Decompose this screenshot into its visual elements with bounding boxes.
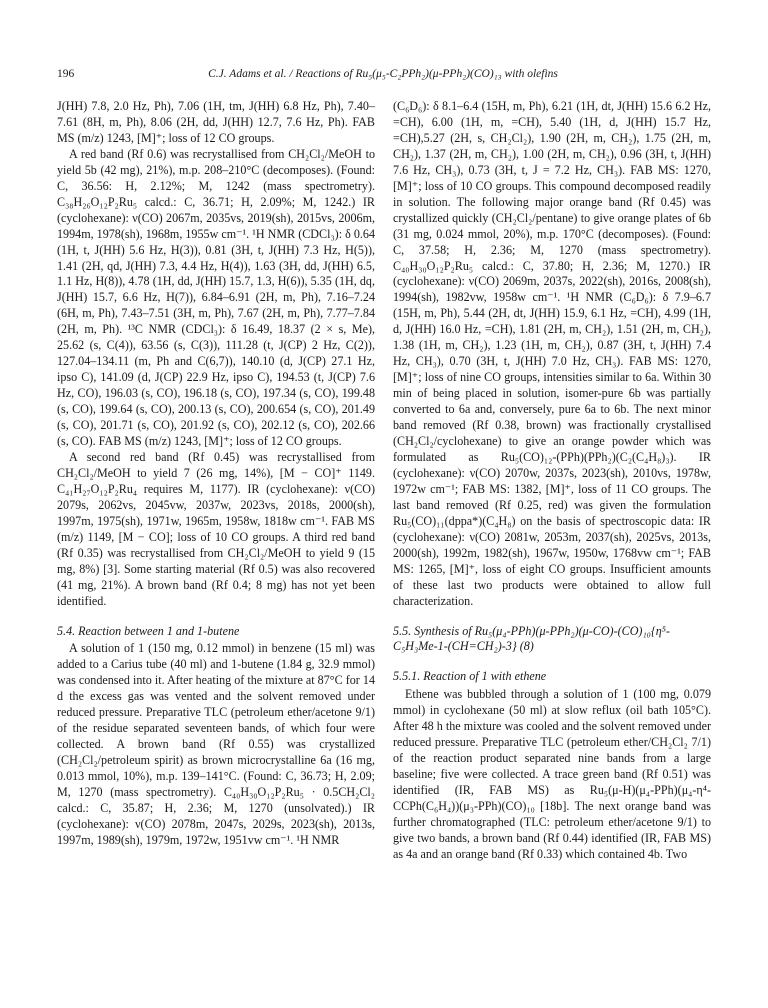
paragraph: J(HH) 7.8, 2.0 Hz, Ph), 7.06 (1H, tm, J(HH) 6.8 Hz, Ph), 7.40–7.61 (8H, m, Ph), 8.06 (2H, dd, J(HH) 12.7, 7.6 Hz, Ph). FAB MS (m/z) 1243, [M]⁺; loss of 12 CO groups.: [57, 99, 375, 145]
paragraph: A solution of 1 (150 mg, 0.12 mmol) in benzene (15 ml) was added to a Carius tube (40 ml) and 1-butene (1.84 g, 32.9 mmol) was condensed into it. After heating of the mixture at 87°C for 14 d the excess gas was vented and the solvent removed under reduced pressure. Preparative TLC (petroleum ether/acetone 9/1) of the residue separated seventeen bands, of which four were collected. A brown band (Rf 0.55) was crystallized (CH₂Cl₂/petroleum spirit) as brown microcrystalline 6a (16 mg, 0.013 mmol, 10%), m.p. 139–141°C. (Found: C, 36.73; H, 2.09; M, 1270 (mass spectrometry). C₄₀H₃₀O₁₂P₂Ru₅ · 0.5CH₂Cl₂ calcd.: C, 35.87; H, 2.36; M, 1270 (unsolvated).) IR (cyclohexane): ν(CO) 2078m, 2047s, 2029s, 2023(sh), 2013s, 1997m, 1989(sh), 1979m, 1972w, 1951vw cm⁻¹. ¹H NMR: [57, 641, 375, 847]
section-heading: 5.4. Reaction between 1 and 1-butene: [57, 623, 240, 638]
section-heading: 5.5. Synthesis of Ru₅(μ₄-PPh)(μ-PPh₂)(μ-CO)-(CO)₁₀{η⁵-C₅H₃Me-1-(CH=CH₂)-3} (8): [393, 623, 670, 654]
page-header: [57, 68, 709, 88]
paragraph: A second red band (Rf 0.45) was recrystallised from CH₂Cl₂/MeOH to yield 7 (26 mg, 14%), [M − CO]⁺ 1149. C₄₁H₂₇O₁₂P₂Ru₄ requires M, 1177). IR (cyclohexane): ν(CO) 2079s, 2062vs, 2045vw, 2037w, 2023vs, 2018s, 2000(sh), 1997m, 1975(sh), 1971w, 1965m, 1958w, 1818w cm⁻¹. FAB MS (m/z) 1149, [M − CO]; loss of 10 CO groups. A third red band (Rf 0.35) was recrystallised from CH₂Cl₂/MeOH to yield 9 (15 mg, 8%) [3]. Some starting material (Rf 0.5) was also recovered (41 mg, 21%). A brown band (Rf 0.4; 8 mg) has not yet been identified.: [57, 449, 375, 608]
paragraph: (C₆D₆): δ 8.1–6.4 (15H, m, Ph), 6.21 (1H, dt, J(HH) 15.6 6.2 Hz, =CH), 6.00 (1H, m, =CH), 5.40 (1H, d, J(HH) 15.7 Hz, =CH),5.27 (2H, s, CH₂Cl₂), 1.90 (2H, m, CH₂), 1.75 (2H, m, CH₂), 1.37 (2H, m, CH₂), 1.00 (2H, m, CH₂), 0.96 (3H, t, J(HH) 7.6 Hz, CH₃), 0.73 (3H, t, J = 7.2 Hz, CH₃). FAB MS: 1270, [M]⁺; loss of 10 CO groups. This compound decomposed readily in solution. The following major orange band (Rf 0.45) was crystallized quickly (CH₂Cl₂/pentane) to give orange plates of 6b (31 mg, 0.024 mmol, 20%), m.p. 170°C (decomposes). (Found: C, 37.58; H, 2.36; M, 1270 (mass spectrometry). C₄₀H₃₀O₁₂P₂Ru₅ calcd.: C, 37.80; H, 2.36; M, 1270.) IR (cyclohexane): ν(CO) 2069m, 2037s, 2022(sh), 2016s, 2008(sh), 1994(sh), 1982vw, 1958w cm⁻¹. ¹H NMR (C₆D₆): δ 7.9–6.7 (15H, m, Ph), 5.44 (2H, dt, J(HH) 15.9, 6.1 Hz, =CH), 4.99 (1H, d, J(HH) 16.0 Hz, =CH), 1.81 (2H, m, CH₂), 1.51 (2H, m, CH₂), 1.38 (1H, m, CH₂), 1.23 (1H, m, CH₂), 0.87 (3H, t, J(HH) 7.4 Hz, CH₃), 0.70 (3H, t, J(HH) 7.0 Hz, CH₃). FAB MS: 1270, [M]⁺; loss of nine CO groups, intensities similar to 6a. Within 30 min of being placed in solution, isomer-pure 6b was partially converted to 6a and, conversely, pure 6a to 6b. The next minor band removed (Rf 0.38, brown) was fractionally crystallised (CH₂Cl₂/cyclohexane) to give an orange powder which was formulated as Ru₅(CO)₁₂-(PPh)(PPh₂)(C₂(C₄H₈)₃). IR (cyclohexane): ν(CO) 2070w, 2037s, 2023(sh), 2010vs, 1978w, 1972w cm⁻¹; FAB MS: 1382, [M]⁺, loss of 11 CO groups. The last band removed (Rf 0.25, red) was given the formulation Ru₅(CO)₁₁(dppa*)(C₄H₈) on the basis of spectroscopic data: IR (cyclohexane): ν(CO) 2081w, 2053m, 2037(sh), 2025vs, 2013s, 2000(sh), 1992m, 1982(sh), 1967w, 1950w, 1768vw cm⁻¹; FAB MS: 1265, [M]⁺, loss of eight CO groups. Insufficient amounts of these last two products were obtained to allow full characterization.: [393, 99, 711, 608]
page-number: 196: [57, 68, 75, 80]
paragraph: A red band (Rf 0.6) was recrystallised from CH₂Cl₂/MeOH to yield 5b (42 mg), 21%), m.p. 208–210°C (decomposes). (Found: C, 36.56: H, 2.12%; M, 1242 (mass spectrometry). C₃₈H₂₆O₁₂P₂Ru₅ calcd.: C, 36.71; H, 2.09%; M, 1242.) IR (cyclohexane): ν(CO) 2067m, 2035vs, 2019(sh), 2015vs, 2006m, 1994m, 1978(sh), 1968m, 1955w cm⁻¹. ¹H NMR (CDCl₃): δ 0.64 (1H, t, J(HH) 5.6 Hz, H(3)), 0.81 (3H, t, J(HH) 7.3 Hz, H(5)), 1.41 (2H, qd, J(HH) 7.3, 4.4 Hz, H(4)), 1.63 (3H, dd, J(HH) 6.5, 1.1 Hz, H(8)), 4.78 (1H, dd, J(HH) 15.7, 1.3, H(6)), 5.35 (1H, dq, J(HH) 15.7, 6.6 Hz, H(7)), 6.84–6.91 (2H, m, Ph), 7.16–7.24 (6H, m, Ph), 7.43–7.51 (3H, m, Ph), 7.67 (2H, m, Ph), 7.77–7.84 (2H, m, Ph). ¹³C NMR (CDCl₃): δ 16.49, 18.37 (2 × s, Me), 25.62 (s, C(4)), 63.56 (s, C(3)), 111.28 (t, J(CP) 2 Hz, C(2)), 127.04–134.11 (m, Ph and C(6,7)), 140.10 (d, J(CP) 27.1 Hz, ipso C), 141.09 (d, J(CP) 22.9 Hz, ipso C), 194.53 (t, J(CP) 7.6 Hz, CO), 196.03 (s, CO), 196.18 (s, CO), 197.34 (s, CO), 199.48 (s, CO), 199.64 (s, CO), 200.13 (s, CO), 200.654 (s, CO), 201.49 (s, CO), 201.71 (s, CO), 201.92 (s, CO), 202.12 (s, CO), 202.66 (s, CO). FAB MS (m/z) 1243, [M]⁺; loss of 12 CO groups.: [57, 146, 375, 449]
paragraph: Ethene was bubbled through a solution of 1 (100 mg, 0.079 mmol) in cyclohexane (50 ml) at slow reflux (oil bath 105°C). After 48 h the mixture was cooled and the solvent removed under reduced pressure. Preparative TLC (petroleum ether/CH₂Cl₂ 7/1) of the reaction product separated nine bands from a large baseline; five were collected. A trace green band (Rf 0.51) was identified (IR, FAB MS) as Ru₅(μ-H)(μ₄-PPh)(μ₄-η⁴-CCPh(C₆H₄))(μ₃-PPh)(CO)₁₀ [18b]. The next orange band was further chromatographed (TLC: petroleum ether/acetone 9/1) to give two bands, a brown band (Rf 0.44) identified (IR, FAB MS) as 4a and an orange band (Rf 0.33) which contained 4b. Two: [393, 687, 711, 861]
left-column: [57, 99, 375, 849]
subsection-heading: 5.5.1. Reaction of 1 with ethene: [393, 669, 547, 684]
right-column: [393, 99, 711, 863]
running-head: C.J. Adams et al. / Reactions of Ru₅(μ₅-C₂PPh₂)(μ-PPh₂)(CO)₁₃ with olefins: [208, 68, 558, 80]
